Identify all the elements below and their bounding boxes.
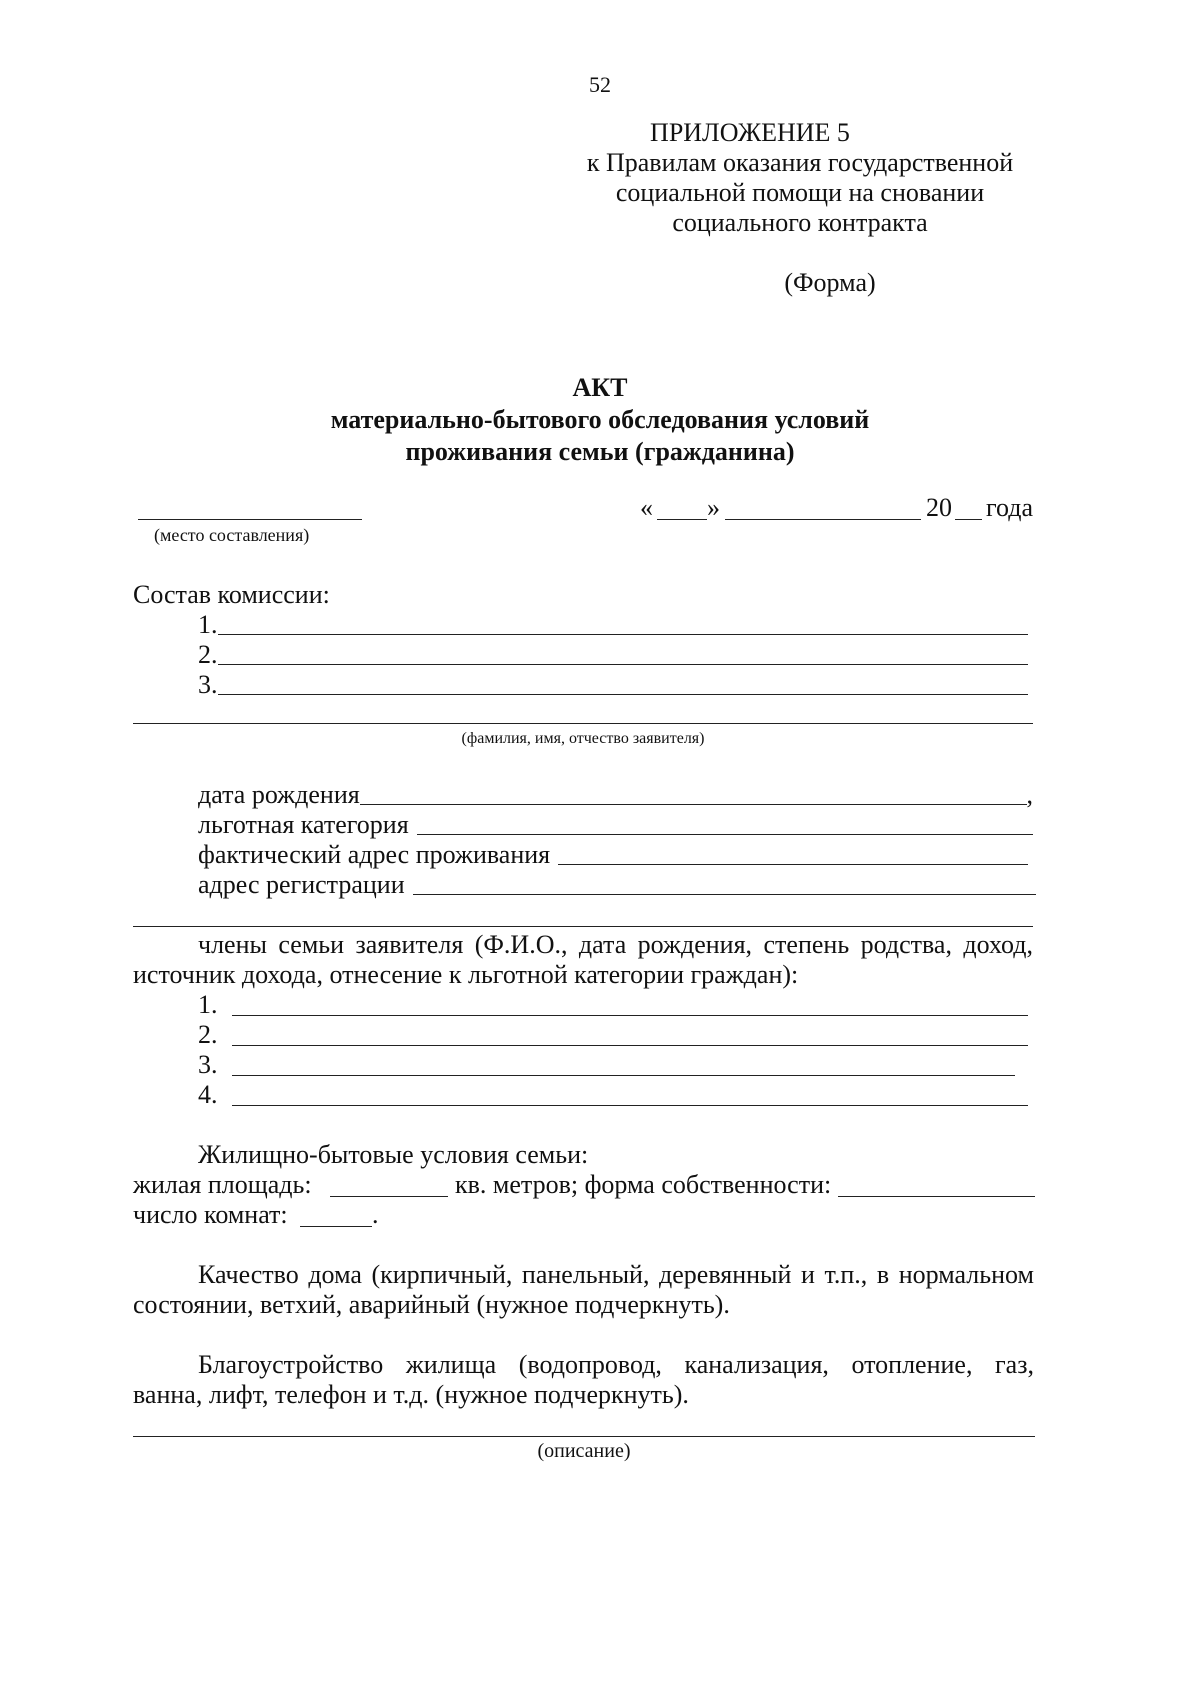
rooms-label: число комнат: xyxy=(133,1200,288,1229)
rooms-line[interactable] xyxy=(300,1226,372,1227)
description-caption: (описание) xyxy=(537,1440,631,1462)
amenities-line-1: Благоустройство жилища (водопровод, канализация, отопление, газ, xyxy=(198,1350,1034,1379)
date-close-quote: » xyxy=(707,493,720,522)
living-area-label: жилая площадь: xyxy=(133,1170,312,1199)
page-number: 52 xyxy=(589,72,611,97)
registration-address-line[interactable] xyxy=(413,893,1036,895)
date-year-line[interactable] xyxy=(955,519,982,520)
birth-date-row[interactable] xyxy=(198,780,1033,810)
ownership-line[interactable] xyxy=(838,1196,1035,1197)
date-year-word: года xyxy=(986,493,1034,522)
date-year-prefix: 20 xyxy=(926,493,952,522)
family-number: 2. xyxy=(198,1020,218,1049)
ownership-label: кв. метров; форма собственности: xyxy=(455,1170,832,1199)
commission-fill-line[interactable] xyxy=(218,663,1029,665)
birth-date-line[interactable] xyxy=(360,803,1027,805)
date-open-quote: « xyxy=(640,493,653,522)
birth-date-comma: , xyxy=(1026,780,1033,809)
rooms-period: . xyxy=(372,1200,379,1229)
commission-number: 3. xyxy=(198,670,218,699)
amenities-line-2: ванна, лифт, телефон и т.д. (нужное подчеркнуть). xyxy=(133,1380,689,1409)
family-number: 3. xyxy=(198,1050,218,1079)
date-month-line[interactable] xyxy=(725,519,921,520)
commission-fill-line[interactable] xyxy=(218,693,1029,695)
actual-address-label: фактический адрес проживания xyxy=(198,840,551,869)
category-row[interactable] xyxy=(198,810,1033,840)
family-member-line[interactable] xyxy=(232,1045,1028,1046)
act-subtitle-2: проживания семьи (гражданина) xyxy=(405,437,795,466)
appendix-title: ПРИЛОЖЕНИЕ 5 xyxy=(650,118,850,147)
description-line[interactable] xyxy=(133,1436,1035,1437)
place-line[interactable] xyxy=(138,519,362,520)
applicant-caption: (фамилия, имя, отчество заявителя) xyxy=(461,730,705,747)
birth-date-label: дата рождения xyxy=(198,780,360,809)
quality-line-2: состоянии, ветхий, аварийный (нужное подчеркнуть). xyxy=(133,1290,730,1319)
registration-address-label: адрес регистрации xyxy=(198,870,405,899)
family-member-line[interactable] xyxy=(232,1015,1028,1016)
act-title: АКТ xyxy=(572,373,628,402)
commission-number: 2. xyxy=(198,640,218,669)
act-subtitle-1: материально-бытового обследования условий xyxy=(330,405,870,434)
commission-row[interactable] xyxy=(198,670,1028,700)
commission-row[interactable] xyxy=(198,640,1028,670)
actual-address-line[interactable] xyxy=(558,863,1028,865)
form-note: (Форма) xyxy=(784,268,876,297)
family-number: 4. xyxy=(198,1080,218,1109)
family-intro-line-1: члены семьи заявителя (Ф.И.О., дата рождения, степень родства, доход, xyxy=(198,930,1033,959)
registration-address-row[interactable] xyxy=(198,870,1036,900)
family-member-line[interactable] xyxy=(232,1075,1015,1076)
family-number: 1. xyxy=(198,990,218,1019)
appendix-line-3: социального контракта xyxy=(672,208,928,237)
quality-line-1: Качество дома (кирпичный, панельный, деревянный и т.п., в нормальном xyxy=(198,1260,1034,1289)
commission-label: Состав комиссии: xyxy=(133,580,330,609)
commission-row[interactable] xyxy=(198,610,1028,640)
appendix-line-2: социальной помощи на сновании xyxy=(615,178,985,207)
applicant-name-line[interactable] xyxy=(133,723,1033,724)
family-intro-line-2: источник дохода, отнесение к льготной категории граждан): xyxy=(133,960,799,989)
living-area-line[interactable] xyxy=(330,1196,448,1197)
address-continuation-line[interactable] xyxy=(133,926,1033,927)
commission-number: 1. xyxy=(198,610,218,639)
category-line[interactable] xyxy=(417,833,1033,835)
appendix-line-1: к Правилам оказания государственной xyxy=(586,148,1014,177)
actual-address-row[interactable] xyxy=(198,840,1028,870)
family-member-line[interactable] xyxy=(232,1105,1028,1106)
date-day-line[interactable] xyxy=(657,519,707,520)
housing-heading: Жилищно-бытовые условия семьи: xyxy=(198,1140,589,1169)
category-label: льготная категория xyxy=(198,810,409,839)
commission-fill-line[interactable] xyxy=(218,633,1029,635)
place-caption: (место составления) xyxy=(154,525,310,545)
